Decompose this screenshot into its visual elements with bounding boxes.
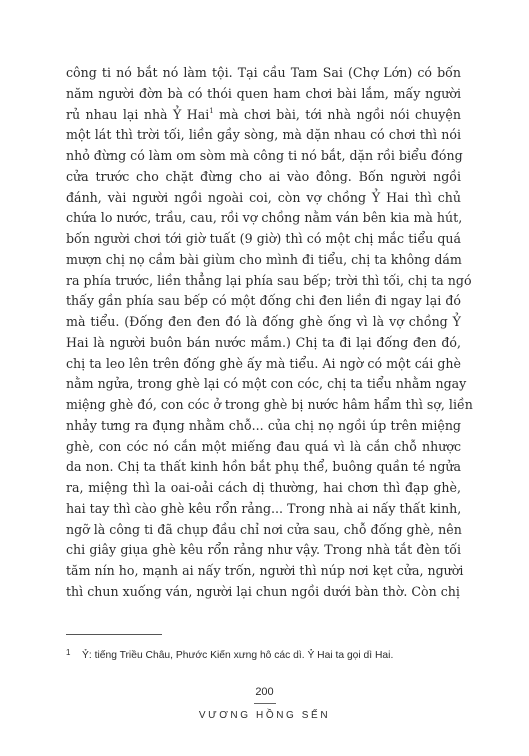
body-line-8: chứa lo nước, trầu, cau, rồi vợ chồng nằm ván bên kia mà hút,	[66, 210, 463, 226]
body-line-3	[66, 105, 461, 126]
body-line-19: ghè, con cóc nó cắn một miếng đau quá vì là cắn chỗ nhược	[66, 438, 461, 454]
body-line-26: thì chun xuống ván, người lại chun ngồi dưới bàn thờ. Còn chị	[66, 583, 460, 599]
body-line-3-end: mà chơi bài, tới nhà ngồi nói chuyện	[213, 106, 461, 122]
body-line-7: đánh, vài người ngồi ngoài coi, còn vợ chồng Ỷ Hai thì chủ	[66, 189, 461, 205]
body-line-3-start: rủ nhau lại nhà Ỷ Hai	[66, 106, 210, 122]
body-line-16: nằm ngửa, trong ghè lại có một con cóc, chị ta tiểu nhằm ngay	[66, 376, 467, 392]
body-line-12: thấy gần phía sau bếp có một đống chi đen liền đi ngay lại đó	[66, 293, 461, 309]
footnote-marker: 1	[66, 648, 71, 657]
body-line-2: năm người đờn bà có thói quen ham chơi bài lắm, mấy người	[66, 85, 461, 101]
body-text	[66, 63, 473, 603]
body-line-17: miệng ghè đó, con cóc ở trong ghè bị nước hâm hẩm thì sợ, liền	[66, 397, 473, 412]
body-line-18: nhảy tưng ra đụng nhằm chỗ... của chị nọ ngồi úp trên miệng	[66, 417, 461, 433]
body-line-24: chi giây giụa ghè kêu rổn rảng như vậy. Trong nhà tắt đèn tối	[66, 542, 461, 558]
body-line-1: công ti nó bắt nó làm tội. Tại cầu Tam Sai (Chợ Lớn) có bốn	[66, 65, 461, 80]
body-line-5: nhỏ đừng có làm om sòm mà công ti nó bắt, dặn rồi biểu đóng	[66, 148, 463, 163]
body-line-22: hai tay thì cào ghè kêu rổn rảng... Trong nhà ai nấy thất kinh,	[66, 500, 462, 516]
body-line-15: chị ta leo lên trên đống ghè ấy mà tiểu. Ai ngờ có một cái ghè	[66, 355, 461, 371]
body-line-10: mượn chị nọ cầm bài giùm cho mình đi tiểu, chị ta không dám	[66, 251, 462, 267]
footnote-divider	[66, 634, 162, 635]
footnote-reference[interactable]: 1	[209, 106, 214, 115]
footnote-text: Ỷ: tiếng Triều Châu, Phước Kiến xưng hô các dì. Ỷ Hai ta gọi dì Hai.	[82, 650, 394, 661]
body-line-9: bốn người chơi tới giờ tuất (9 giờ) thì có một chị mắc tiểu quá	[66, 231, 461, 246]
running-footer-author: VƯƠNG HỒNG SẾN	[198, 710, 331, 721]
body-line-13: mà tiểu. (Đống đen đen đó là đống ghè ống vì là vợ chồng Ỷ	[66, 314, 461, 329]
body-line-4: một lát thì trời tối, liền gầy sòng, mà dặn nhau có chơi thì nói	[66, 127, 461, 143]
body-line-23: ngỡ là công ti đã chụp đầu chỉ nơi cửa sau, chỗ đống ghè, nên	[66, 521, 462, 537]
body-line-11: ra phía trước, liền thẳng lại phía sau bếp; trời thì tối, chị ta ngó	[66, 272, 472, 288]
body-line-21: ra, miệng thì la oai-oải cách dị thường, hai chơn thì đạp ghè,	[66, 480, 461, 495]
page-number: 200	[255, 686, 274, 698]
footnote	[66, 646, 466, 663]
page-number-rule	[254, 703, 276, 704]
body-line-6: cửa trước cho chặt đừng cho ai vào đông. Bốn người ngồi	[66, 168, 461, 184]
body-line-25: tăm nín ho, mạnh ai nấy trốn, người thì núp nơi kẹt cửa, người	[66, 563, 464, 578]
body-line-20: da non. Chị ta thất kinh hồn bắt phụ thể, buông quần té ngửa	[66, 459, 461, 475]
body-line-14: Hai là người buôn bán nước mắm.) Chị ta đi lại đống đen đó,	[66, 334, 461, 350]
